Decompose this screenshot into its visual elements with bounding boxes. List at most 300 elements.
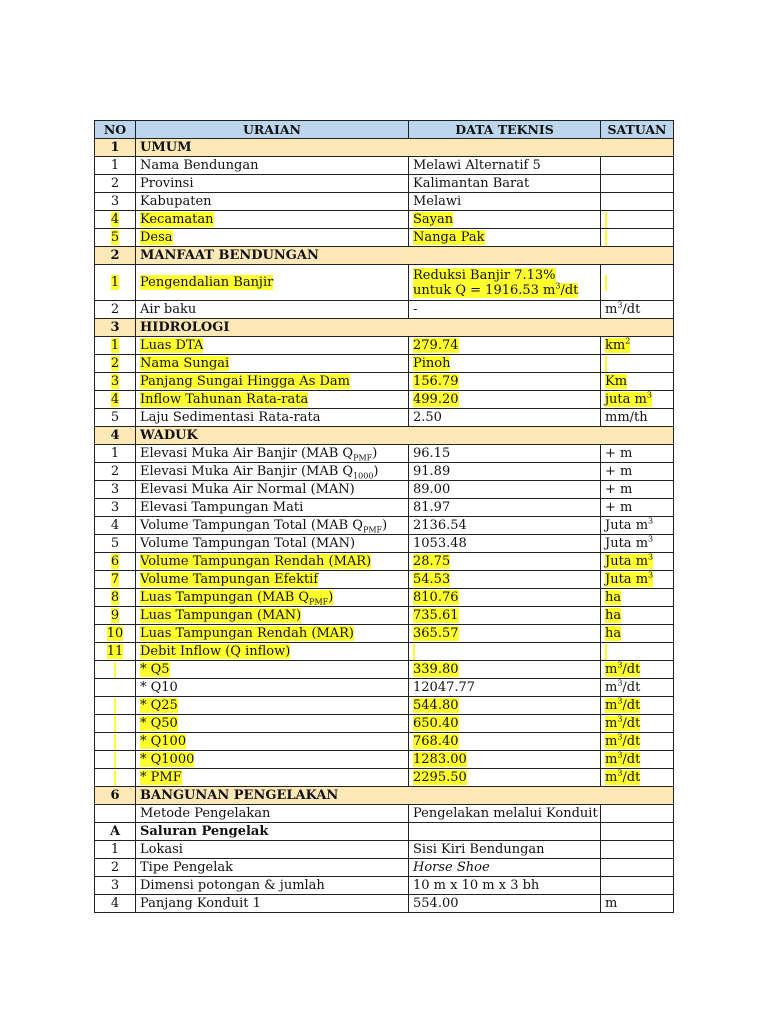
cell-data-teknis bbox=[409, 175, 601, 193]
cell-satuan bbox=[601, 229, 674, 247]
data-text bbox=[413, 158, 541, 173]
satuan-superscript: 3 bbox=[648, 516, 654, 526]
data-text bbox=[413, 338, 459, 353]
cell-no bbox=[95, 175, 136, 193]
row-number: 4 bbox=[110, 518, 120, 533]
data-value: - bbox=[413, 302, 418, 317]
cell-satuan bbox=[601, 535, 674, 553]
cell-data-teknis bbox=[409, 373, 601, 391]
uraian-text bbox=[140, 752, 194, 767]
uraian-value: * Q100 bbox=[140, 734, 187, 749]
highlight-mark bbox=[605, 212, 607, 228]
satuan-text bbox=[605, 716, 640, 731]
table-row bbox=[95, 175, 674, 193]
data-value: 499.20 bbox=[413, 392, 459, 407]
header-no: NO bbox=[95, 121, 136, 139]
cell-no bbox=[95, 211, 136, 229]
satuan-suffix: /dt bbox=[622, 734, 641, 749]
uraian-text bbox=[140, 644, 290, 659]
table-row bbox=[95, 571, 674, 589]
cell-data-teknis bbox=[409, 301, 601, 319]
header-satuan: SATUAN bbox=[601, 121, 674, 139]
satuan-value: ha bbox=[605, 626, 622, 641]
satuan-text bbox=[605, 392, 652, 407]
data-text bbox=[413, 860, 490, 875]
cell-uraian bbox=[136, 445, 409, 463]
cell-uraian bbox=[136, 499, 409, 517]
uraian-value: BANGUNAN PENGELAKAN bbox=[140, 788, 339, 803]
cell-satuan bbox=[601, 193, 674, 211]
data-text bbox=[413, 842, 545, 857]
cell-data-teknis bbox=[409, 445, 601, 463]
cell-data-teknis bbox=[409, 535, 601, 553]
row-number: 2 bbox=[110, 248, 120, 263]
satuan-superscript: 3 bbox=[648, 570, 654, 580]
highlight-mark bbox=[413, 644, 415, 660]
highlight-mark bbox=[114, 698, 116, 714]
cell-data-teknis bbox=[409, 265, 601, 301]
cell-uraian bbox=[136, 337, 409, 355]
cell-satuan bbox=[601, 517, 674, 535]
uraian-value: * Q25 bbox=[140, 698, 178, 713]
uraian-value: * Q5 bbox=[140, 662, 170, 677]
uraian-value: * Q50 bbox=[140, 716, 178, 731]
data-text bbox=[413, 698, 459, 713]
uraian-value: Kabupaten bbox=[140, 194, 212, 209]
data-value: Melawi Alternatif 5 bbox=[413, 158, 541, 173]
data-value: Sayan bbox=[413, 212, 454, 227]
row-number: 4 bbox=[110, 392, 120, 407]
table-row bbox=[95, 265, 674, 301]
cell-no bbox=[95, 499, 136, 517]
uraian-text bbox=[140, 230, 173, 245]
uraian-text bbox=[140, 275, 273, 290]
table-row bbox=[95, 823, 674, 841]
cell-uraian bbox=[136, 193, 409, 211]
cell-satuan bbox=[601, 679, 674, 697]
uraian-text bbox=[140, 302, 196, 317]
row-number: 3 bbox=[110, 374, 120, 389]
uraian-value: Volume Tampungan Total (MAB Q bbox=[140, 518, 363, 533]
uraian-subscript: PMF bbox=[353, 453, 373, 463]
data-value: 2295.50 bbox=[413, 770, 467, 785]
data-value: 2.50 bbox=[413, 410, 442, 425]
satuan-text bbox=[605, 338, 630, 353]
uraian-text bbox=[140, 662, 170, 677]
cell-no bbox=[95, 607, 136, 625]
cell-no bbox=[95, 787, 136, 805]
cell-uraian bbox=[136, 535, 409, 553]
cell-satuan bbox=[601, 481, 674, 499]
data-value: 28.75 bbox=[413, 554, 451, 569]
data-text-line2 bbox=[413, 283, 578, 298]
cell-no bbox=[95, 319, 136, 337]
highlight-mark bbox=[605, 644, 607, 660]
cell-satuan bbox=[601, 373, 674, 391]
row-number: 3 bbox=[110, 500, 120, 515]
cell-satuan bbox=[601, 859, 674, 877]
cell-data-teknis bbox=[409, 571, 601, 589]
satuan-value: km bbox=[605, 338, 626, 353]
satuan-text bbox=[605, 410, 648, 425]
cell-no bbox=[95, 571, 136, 589]
table-row bbox=[95, 625, 674, 643]
data-value: 81.97 bbox=[413, 500, 451, 515]
uraian-value: Luas Tampungan (MAN) bbox=[140, 608, 302, 623]
table-row bbox=[95, 211, 674, 229]
data-text bbox=[413, 752, 467, 767]
uraian-value: Elevasi Muka Air Normal (MAN) bbox=[140, 482, 355, 497]
satuan-suffix: /dt bbox=[622, 752, 641, 767]
table-row bbox=[95, 535, 674, 553]
satuan-text bbox=[605, 554, 653, 569]
data-text bbox=[413, 554, 450, 569]
cell-uraian bbox=[136, 409, 409, 427]
data-value: 1283.00 bbox=[413, 752, 467, 767]
data-value: 365.57 bbox=[413, 626, 459, 641]
data-value: 544.80 bbox=[413, 698, 459, 713]
row-number: 4 bbox=[110, 212, 120, 227]
data-value: 54.53 bbox=[413, 572, 451, 587]
row-number: 1 bbox=[110, 446, 120, 461]
table-row bbox=[95, 877, 674, 895]
uraian-value: Laju Sedimentasi Rata-rata bbox=[140, 410, 321, 425]
data-value: Kalimantan Barat bbox=[413, 176, 530, 191]
uraian-text bbox=[140, 392, 308, 407]
satuan-superscript: 3 bbox=[617, 660, 623, 670]
cell-no bbox=[95, 535, 136, 553]
satuan-superscript: 3 bbox=[617, 696, 623, 706]
uraian-text bbox=[140, 734, 186, 749]
cell-data-teknis bbox=[409, 355, 601, 373]
cell-satuan bbox=[601, 499, 674, 517]
cell-uraian bbox=[136, 787, 674, 805]
data-text bbox=[413, 482, 450, 497]
table-row bbox=[95, 679, 674, 697]
row-number: 1 bbox=[110, 158, 120, 173]
satuan-text bbox=[605, 572, 653, 587]
table-row bbox=[95, 769, 674, 787]
uraian-value: Volume Tampungan Total (MAN) bbox=[140, 536, 356, 551]
satuan-value: m bbox=[605, 770, 618, 785]
uraian-text bbox=[140, 518, 387, 533]
table-row bbox=[95, 373, 674, 391]
row-number: 3 bbox=[110, 878, 120, 893]
satuan-suffix: /dt bbox=[622, 302, 641, 317]
cell-data-teknis bbox=[409, 643, 601, 661]
highlight-mark bbox=[605, 275, 607, 291]
data-value: Pengelakan melalui Konduit bbox=[413, 806, 598, 821]
satuan-text bbox=[605, 608, 621, 623]
data-text bbox=[413, 410, 442, 425]
cell-no bbox=[95, 877, 136, 895]
uraian-text bbox=[140, 338, 203, 353]
cell-data-teknis bbox=[409, 607, 601, 625]
cell-uraian bbox=[136, 175, 409, 193]
row-number: 2 bbox=[110, 860, 120, 875]
data-value: Nanga Pak bbox=[413, 230, 485, 245]
cell-uraian bbox=[136, 679, 409, 697]
cell-uraian bbox=[136, 373, 409, 391]
table-row bbox=[95, 589, 674, 607]
satuan-value: + m bbox=[605, 464, 633, 479]
cell-uraian bbox=[136, 139, 674, 157]
section-row bbox=[95, 139, 674, 157]
uraian-text bbox=[140, 842, 183, 857]
cell-no bbox=[95, 517, 136, 535]
data-value: 89.00 bbox=[413, 482, 451, 497]
cell-data-teknis bbox=[409, 481, 601, 499]
cell-uraian bbox=[136, 355, 409, 373]
cell-data-teknis bbox=[409, 805, 601, 823]
data-text bbox=[413, 770, 467, 785]
satuan-superscript: 3 bbox=[617, 300, 623, 310]
cell-no bbox=[95, 805, 136, 823]
data-value: 156.79 bbox=[413, 374, 459, 389]
cell-uraian bbox=[136, 841, 409, 859]
cell-no bbox=[95, 481, 136, 499]
cell-no bbox=[95, 409, 136, 427]
satuan-text bbox=[605, 734, 640, 749]
uraian-value: WADUK bbox=[140, 428, 198, 443]
uraian-value: Provinsi bbox=[140, 176, 194, 191]
cell-no bbox=[95, 337, 136, 355]
data-value: 339.80 bbox=[413, 662, 459, 677]
uraian-text bbox=[140, 788, 338, 803]
satuan-superscript: 3 bbox=[617, 714, 623, 724]
uraian-text bbox=[140, 572, 318, 587]
cell-satuan bbox=[601, 175, 674, 193]
cell-no bbox=[95, 823, 136, 841]
cell-data-teknis bbox=[409, 337, 601, 355]
highlight-mark bbox=[114, 752, 116, 768]
uraian-value: Panjang Konduit 1 bbox=[140, 896, 261, 911]
highlight-mark bbox=[605, 230, 607, 246]
cell-uraian bbox=[136, 265, 409, 301]
data-text bbox=[413, 374, 459, 389]
table-row bbox=[95, 643, 674, 661]
table-row bbox=[95, 733, 674, 751]
satuan-value: m bbox=[605, 752, 618, 767]
uraian-text bbox=[140, 140, 191, 155]
data-value: 1053.48 bbox=[413, 536, 467, 551]
data-suffix: /dt bbox=[560, 282, 579, 298]
section-row bbox=[95, 427, 674, 445]
cell-data-teknis bbox=[409, 895, 601, 913]
satuan-text bbox=[605, 518, 653, 533]
data-value-line2: untuk Q = 1916.53 m bbox=[413, 282, 556, 298]
cell-uraian bbox=[136, 697, 409, 715]
cell-no bbox=[95, 463, 136, 481]
uraian-suffix: ) bbox=[382, 518, 388, 533]
highlight-mark bbox=[114, 716, 116, 732]
data-superscript: 3 bbox=[555, 281, 561, 291]
row-number: 1 bbox=[110, 338, 120, 353]
row-number: 1 bbox=[110, 140, 120, 155]
satuan-text bbox=[605, 626, 621, 641]
cell-no bbox=[95, 715, 136, 733]
highlight-mark bbox=[605, 356, 607, 372]
cell-uraian bbox=[136, 229, 409, 247]
row-number: 4 bbox=[110, 428, 120, 443]
uraian-text bbox=[140, 896, 261, 911]
table-row bbox=[95, 553, 674, 571]
uraian-value: Luas Tampungan (MAB Q bbox=[140, 590, 310, 605]
highlight-mark bbox=[114, 770, 116, 786]
header-data-teknis: DATA TEKNIS bbox=[409, 121, 601, 139]
highlight-mark bbox=[114, 662, 116, 678]
data-value: 768.40 bbox=[413, 734, 459, 749]
table-row bbox=[95, 607, 674, 625]
table-row bbox=[95, 805, 674, 823]
row-number: 1 bbox=[110, 842, 120, 857]
data-text bbox=[413, 212, 453, 227]
uraian-value: * Q1000 bbox=[140, 752, 195, 767]
cell-no bbox=[95, 229, 136, 247]
cell-no bbox=[95, 643, 136, 661]
cell-uraian bbox=[136, 805, 409, 823]
row-number: 7 bbox=[110, 572, 120, 587]
satuan-value: ha bbox=[605, 590, 622, 605]
uraian-text bbox=[140, 374, 350, 389]
data-text bbox=[413, 500, 450, 515]
row-number: 3 bbox=[110, 482, 120, 497]
uraian-value: Pengendalian Banjir bbox=[140, 275, 274, 290]
cell-no bbox=[95, 193, 136, 211]
cell-satuan bbox=[601, 211, 674, 229]
uraian-text bbox=[140, 500, 303, 515]
uraian-value: UMUM bbox=[140, 140, 192, 155]
satuan-text bbox=[605, 896, 617, 911]
cell-data-teknis bbox=[409, 679, 601, 697]
cell-data-teknis bbox=[409, 823, 601, 841]
row-number: 5 bbox=[110, 230, 120, 245]
data-text bbox=[413, 716, 459, 731]
cell-data-teknis bbox=[409, 697, 601, 715]
cell-uraian bbox=[136, 517, 409, 535]
satuan-value: m bbox=[605, 680, 618, 695]
data-text bbox=[413, 572, 450, 587]
uraian-value: Tipe Pengelak bbox=[140, 860, 234, 875]
cell-no bbox=[95, 589, 136, 607]
row-number: 2 bbox=[110, 356, 120, 371]
cell-uraian bbox=[136, 625, 409, 643]
cell-uraian bbox=[136, 481, 409, 499]
cell-uraian bbox=[136, 571, 409, 589]
table-row bbox=[95, 391, 674, 409]
data-value: 554.00 bbox=[413, 896, 459, 911]
cell-satuan bbox=[601, 841, 674, 859]
data-text bbox=[413, 680, 475, 695]
uraian-value: HIDROLOGI bbox=[140, 320, 230, 335]
satuan-text bbox=[605, 590, 621, 605]
satuan-text bbox=[605, 374, 627, 389]
uraian-text bbox=[140, 626, 354, 641]
uraian-text bbox=[140, 356, 229, 371]
data-text bbox=[413, 734, 459, 749]
uraian-value: Dimensi potongan & jumlah bbox=[140, 878, 325, 893]
cell-satuan bbox=[601, 265, 674, 301]
row-number: 2 bbox=[110, 302, 120, 317]
data-text bbox=[413, 662, 459, 677]
uraian-text bbox=[140, 212, 214, 227]
table-row bbox=[95, 355, 674, 373]
satuan-suffix: /dt bbox=[622, 770, 641, 785]
satuan-value: m bbox=[605, 698, 618, 713]
cell-data-teknis bbox=[409, 409, 601, 427]
uraian-value: * PMF bbox=[140, 770, 182, 785]
cell-data-teknis bbox=[409, 499, 601, 517]
uraian-suffix: ) bbox=[372, 446, 378, 461]
satuan-superscript: 3 bbox=[648, 552, 654, 562]
data-text bbox=[413, 464, 450, 479]
cell-satuan bbox=[601, 877, 674, 895]
uraian-value: Kecamatan bbox=[140, 212, 214, 227]
table-row bbox=[95, 157, 674, 175]
cell-no bbox=[95, 625, 136, 643]
satuan-value: mm/th bbox=[605, 410, 648, 425]
technical-data-table bbox=[94, 120, 674, 913]
table-row bbox=[95, 481, 674, 499]
table-row bbox=[95, 337, 674, 355]
cell-uraian bbox=[136, 157, 409, 175]
cell-satuan bbox=[601, 895, 674, 913]
cell-satuan bbox=[601, 157, 674, 175]
cell-satuan bbox=[601, 715, 674, 733]
uraian-subscript: 1000 bbox=[353, 471, 374, 481]
data-text bbox=[413, 194, 461, 209]
cell-data-teknis bbox=[409, 751, 601, 769]
cell-satuan bbox=[601, 571, 674, 589]
cell-satuan bbox=[601, 301, 674, 319]
table-row bbox=[95, 841, 674, 859]
data-value: Sisi Kiri Bendungan bbox=[413, 842, 545, 857]
data-value: Pinoh bbox=[413, 356, 451, 371]
cell-data-teknis bbox=[409, 553, 601, 571]
satuan-suffix: /dt bbox=[622, 716, 641, 731]
table-row bbox=[95, 463, 674, 481]
data-value: 10 m x 10 m x 3 bh bbox=[413, 878, 540, 893]
cell-uraian bbox=[136, 895, 409, 913]
cell-no bbox=[95, 265, 136, 301]
satuan-value: Juta m bbox=[605, 518, 649, 533]
data-text bbox=[413, 626, 459, 641]
cell-no bbox=[95, 661, 136, 679]
data-text bbox=[413, 446, 450, 461]
uraian-text bbox=[140, 716, 178, 731]
data-value: Reduksi Banjir 7.13% bbox=[413, 267, 556, 283]
satuan-text bbox=[605, 770, 640, 785]
cell-satuan bbox=[601, 751, 674, 769]
satuan-suffix: /dt bbox=[622, 680, 641, 695]
data-text bbox=[413, 302, 417, 317]
cell-no bbox=[95, 769, 136, 787]
uraian-text bbox=[140, 446, 377, 461]
table-row bbox=[95, 751, 674, 769]
cell-no bbox=[95, 427, 136, 445]
satuan-text bbox=[605, 500, 632, 515]
cell-satuan bbox=[601, 769, 674, 787]
cell-satuan bbox=[601, 355, 674, 373]
uraian-value: Nama Bendungan bbox=[140, 158, 259, 173]
cell-no bbox=[95, 301, 136, 319]
data-value: 2136.54 bbox=[413, 518, 467, 533]
uraian-value: * Q10 bbox=[140, 680, 178, 695]
cell-uraian bbox=[136, 463, 409, 481]
cell-uraian bbox=[136, 211, 409, 229]
uraian-text bbox=[140, 536, 355, 551]
row-number: 5 bbox=[110, 410, 120, 425]
